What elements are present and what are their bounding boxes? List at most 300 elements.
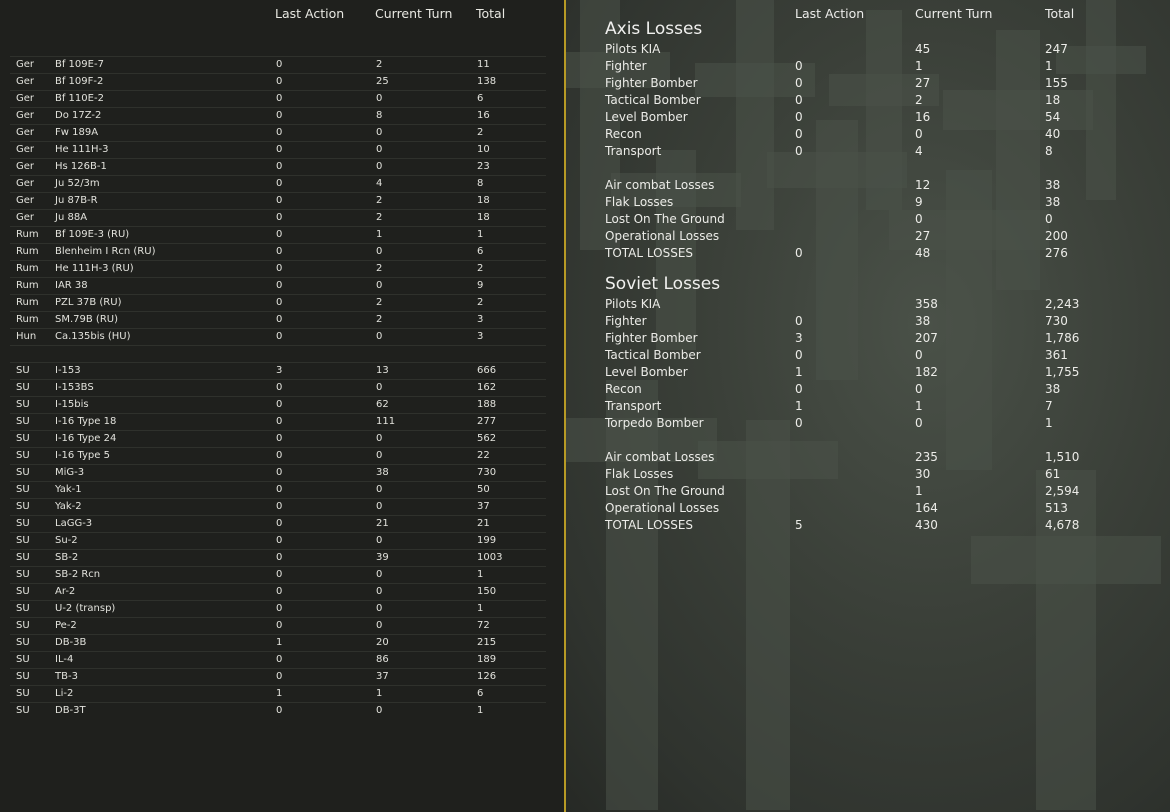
table-row — [10, 90, 546, 108]
cell-total: 277 — [477, 416, 497, 427]
table-row — [10, 430, 546, 448]
cell-aircraft: Fw 189A — [55, 127, 99, 138]
table-row — [10, 328, 546, 346]
cell-aircraft: IAR 38 — [55, 280, 88, 291]
cell-nation: SU — [16, 467, 30, 478]
table-row — [10, 413, 546, 431]
summary-total: 1,786 — [1045, 331, 1080, 345]
table-row — [10, 651, 546, 669]
summary-current-turn: 9 — [915, 195, 923, 209]
summary-row — [605, 143, 1145, 160]
table-row — [10, 668, 546, 686]
cell-total: 1 — [477, 229, 484, 240]
cell-total: 189 — [477, 654, 497, 665]
table-row — [10, 124, 546, 142]
cell-nation: Rum — [16, 297, 39, 308]
cell-total: 72 — [477, 620, 490, 631]
header-current-turn: Current Turn — [375, 6, 453, 21]
summary-last-action: 0 — [795, 127, 803, 141]
summary-total: 18 — [1045, 93, 1061, 107]
losses-summary-panel — [566, 0, 1170, 812]
cell-aircraft: Ca.135bis (HU) — [55, 331, 131, 342]
summary-last-action: 5 — [795, 518, 803, 532]
summary-current-turn: 0 — [915, 212, 923, 226]
cell-aircraft: Ar-2 — [55, 586, 76, 597]
summary-last-action: 0 — [795, 246, 803, 260]
summary-last-action: 0 — [795, 348, 803, 362]
cell-total: 666 — [477, 365, 497, 376]
cell-current-turn: 25 — [376, 76, 389, 87]
cell-current-turn: 1 — [376, 688, 383, 699]
summary-label: Air combat Losses — [605, 178, 715, 192]
summary-label: Fighter — [605, 314, 647, 328]
summary-header-total: Total — [1045, 6, 1075, 21]
table-row — [10, 277, 546, 295]
cell-nation: SU — [16, 365, 30, 376]
summary-last-action: 0 — [795, 314, 803, 328]
cell-aircraft: Do 17Z-2 — [55, 110, 102, 121]
table-row — [10, 158, 546, 176]
cell-total: 562 — [477, 433, 497, 444]
cell-last-action: 0 — [276, 569, 283, 580]
cell-last-action: 0 — [276, 229, 283, 240]
summary-row — [605, 466, 1145, 483]
cell-total: 8 — [477, 178, 484, 189]
summary-total: 2,243 — [1045, 297, 1080, 311]
summary-current-turn: 0 — [915, 416, 923, 430]
cell-aircraft: He 111H-3 (RU) — [55, 263, 134, 274]
summary-header-last-action: Last Action — [795, 6, 865, 21]
table-row — [10, 141, 546, 159]
cell-total: 215 — [477, 637, 497, 648]
cell-last-action: 0 — [276, 195, 283, 206]
table-row — [10, 175, 546, 193]
summary-last-action: 0 — [795, 416, 803, 430]
table-row — [10, 243, 546, 261]
summary-label: TOTAL LOSSES — [605, 518, 694, 532]
summary-last-action: 1 — [795, 365, 803, 379]
cell-nation: Rum — [16, 280, 39, 291]
cell-total: 23 — [477, 161, 490, 172]
cell-nation: Ger — [16, 195, 35, 206]
summary-total: 276 — [1045, 246, 1068, 260]
summary-total: 38 — [1045, 195, 1061, 209]
cell-total: 138 — [477, 76, 497, 87]
cell-last-action: 0 — [276, 705, 283, 716]
cell-last-action: 0 — [276, 263, 283, 274]
summary-row — [605, 364, 1145, 381]
summary-row — [605, 415, 1145, 432]
cell-last-action: 0 — [276, 586, 283, 597]
cell-current-turn: 2 — [376, 314, 383, 325]
summary-current-turn: 12 — [915, 178, 931, 192]
table-row — [10, 311, 546, 329]
cell-last-action: 0 — [276, 59, 283, 70]
summary-label: Pilots KIA — [605, 297, 661, 311]
summary-label: Fighter Bomber — [605, 76, 698, 90]
summary-label: Lost On The Ground — [605, 484, 725, 498]
summary-row — [605, 41, 1145, 58]
summary-last-action: 0 — [795, 110, 803, 124]
cell-current-turn: 0 — [376, 382, 383, 393]
cell-current-turn: 0 — [376, 246, 383, 257]
table-row — [10, 396, 546, 414]
cell-nation: Ger — [16, 212, 35, 223]
cell-nation: Rum — [16, 314, 39, 325]
summary-total: 1 — [1045, 416, 1053, 430]
cell-aircraft: PZL 37B (RU) — [55, 297, 122, 308]
table-row — [10, 379, 546, 397]
summary-label: Level Bomber — [605, 365, 688, 379]
cell-total: 2 — [477, 297, 484, 308]
table-row — [10, 447, 546, 465]
header-total: Total — [476, 6, 506, 21]
table-row — [10, 192, 546, 210]
cell-total: 1 — [477, 569, 484, 580]
table-row — [10, 226, 546, 244]
summary-label: Recon — [605, 382, 642, 396]
summary-row — [605, 194, 1145, 211]
cell-last-action: 0 — [276, 518, 283, 529]
cell-aircraft: LaGG-3 — [55, 518, 93, 529]
cell-current-turn: 2 — [376, 263, 383, 274]
table-row — [10, 56, 546, 74]
cell-total: 126 — [477, 671, 497, 682]
cell-nation: Ger — [16, 178, 35, 189]
cell-total: 6 — [477, 688, 484, 699]
cell-current-turn: 0 — [376, 127, 383, 138]
cell-total: 9 — [477, 280, 484, 291]
summary-total: 0 — [1045, 212, 1053, 226]
summary-row — [605, 398, 1145, 415]
summary-current-turn: 27 — [915, 229, 931, 243]
cell-aircraft: Ju 88A — [55, 212, 88, 223]
cell-nation: SU — [16, 552, 30, 563]
cell-nation: SU — [16, 501, 30, 512]
cell-last-action: 0 — [276, 178, 283, 189]
summary-row — [605, 58, 1145, 75]
cell-current-turn: 4 — [376, 178, 383, 189]
table-row — [10, 617, 546, 635]
cell-aircraft: SB-2 — [55, 552, 79, 563]
cell-nation: SU — [16, 416, 30, 427]
summary-row — [605, 75, 1145, 92]
summary-row — [605, 449, 1145, 466]
summary-label: Fighter — [605, 59, 647, 73]
cell-total: 199 — [477, 535, 497, 546]
summary-label: Operational Losses — [605, 501, 720, 515]
summary-total: 8 — [1045, 144, 1053, 158]
cell-current-turn: 0 — [376, 93, 383, 104]
summary-current-turn: 207 — [915, 331, 938, 345]
cell-nation: SU — [16, 382, 30, 393]
cell-aircraft: TB-3 — [55, 671, 78, 682]
cell-nation: SU — [16, 399, 30, 410]
cell-total: 6 — [477, 93, 484, 104]
summary-current-turn: 430 — [915, 518, 938, 532]
cell-nation: Ger — [16, 76, 35, 87]
cell-total: 22 — [477, 450, 490, 461]
cell-last-action: 0 — [276, 161, 283, 172]
cell-aircraft: Hs 126B-1 — [55, 161, 107, 172]
cell-current-turn: 0 — [376, 603, 383, 614]
cell-nation: SU — [16, 569, 30, 580]
table-row — [10, 634, 546, 652]
table-row — [10, 73, 546, 91]
cell-total: 150 — [477, 586, 497, 597]
cell-nation: SU — [16, 603, 30, 614]
cell-aircraft: I-16 Type 18 — [55, 416, 117, 427]
summary-row — [605, 313, 1145, 330]
summary-row — [605, 211, 1145, 228]
cell-aircraft: DB-3B — [55, 637, 87, 648]
summary-label: Transport — [605, 144, 662, 158]
summary-current-turn: 4 — [915, 144, 923, 158]
table-row — [10, 549, 546, 567]
cell-aircraft: Su-2 — [55, 535, 78, 546]
cell-total: 162 — [477, 382, 497, 393]
cell-aircraft: I-153BS — [55, 382, 94, 393]
summary-header-current-turn: Current Turn — [915, 6, 993, 21]
summary-label: Flak Losses — [605, 195, 674, 209]
summary-current-turn: 358 — [915, 297, 938, 311]
summary-total: 38 — [1045, 178, 1061, 192]
cell-last-action: 0 — [276, 467, 283, 478]
cell-aircraft: I-16 Type 5 — [55, 450, 110, 461]
cell-nation: Ger — [16, 93, 35, 104]
cell-aircraft: Bf 110E-2 — [55, 93, 104, 104]
cell-nation: SU — [16, 450, 30, 461]
cell-aircraft: DB-3T — [55, 705, 86, 716]
table-row — [10, 566, 546, 584]
table-row — [10, 209, 546, 227]
spacer-row — [10, 345, 546, 363]
cell-last-action: 0 — [276, 127, 283, 138]
cell-aircraft: MiG-3 — [55, 467, 85, 478]
cell-total: 10 — [477, 144, 490, 155]
summary-total: 155 — [1045, 76, 1068, 90]
cell-current-turn: 0 — [376, 280, 383, 291]
summary-last-action: 0 — [795, 144, 803, 158]
summary-label: Operational Losses — [605, 229, 720, 243]
summary-total: 40 — [1045, 127, 1061, 141]
cell-aircraft: Blenheim I Rcn (RU) — [55, 246, 156, 257]
cell-aircraft: Li-2 — [55, 688, 74, 699]
summary-total: 247 — [1045, 42, 1068, 56]
cell-nation: SU — [16, 705, 30, 716]
cell-last-action: 0 — [276, 110, 283, 121]
cell-current-turn: 21 — [376, 518, 389, 529]
cell-current-turn: 38 — [376, 467, 389, 478]
cell-last-action: 0 — [276, 93, 283, 104]
cell-last-action: 0 — [276, 399, 283, 410]
cell-total: 730 — [477, 467, 497, 478]
cell-aircraft: I-15bis — [55, 399, 89, 410]
cell-total: 1003 — [477, 552, 503, 563]
cell-current-turn: 0 — [376, 569, 383, 580]
cell-aircraft: Yak-1 — [55, 484, 82, 495]
cell-aircraft: SM.79B (RU) — [55, 314, 118, 325]
table-row — [10, 515, 546, 533]
summary-last-action: 3 — [795, 331, 803, 345]
summary-row — [605, 92, 1145, 109]
cell-last-action: 0 — [276, 484, 283, 495]
cell-aircraft: Yak-2 — [55, 501, 82, 512]
summary-row — [605, 109, 1145, 126]
summary-total: 4,678 — [1045, 518, 1080, 532]
summary-label: Level Bomber — [605, 110, 688, 124]
cell-last-action: 0 — [276, 603, 283, 614]
cell-last-action: 0 — [276, 280, 283, 291]
summary-total: 1,755 — [1045, 365, 1080, 379]
soviet-losses-title: Soviet Losses — [605, 274, 721, 294]
cell-last-action: 0 — [276, 331, 283, 342]
cell-last-action: 0 — [276, 382, 283, 393]
summary-total: 2,594 — [1045, 484, 1080, 498]
summary-label: Tactical Bomber — [605, 348, 701, 362]
cell-aircraft: SB-2 Rcn — [55, 569, 101, 580]
cell-nation: SU — [16, 535, 30, 546]
cell-current-turn: 37 — [376, 671, 389, 682]
cell-nation: Rum — [16, 229, 39, 240]
cell-current-turn: 0 — [376, 450, 383, 461]
table-row — [10, 702, 546, 720]
cell-nation: SU — [16, 586, 30, 597]
table-row — [10, 498, 546, 516]
cell-total: 2 — [477, 263, 484, 274]
summary-current-turn: 2 — [915, 93, 923, 107]
cell-total: 3 — [477, 331, 484, 342]
summary-current-turn: 1 — [915, 484, 923, 498]
cell-total: 11 — [477, 59, 490, 70]
table-row — [10, 583, 546, 601]
summary-last-action: 0 — [795, 76, 803, 90]
cell-aircraft: Bf 109F-2 — [55, 76, 104, 87]
table-row — [10, 260, 546, 278]
summary-row — [605, 381, 1145, 398]
summary-label: Flak Losses — [605, 467, 674, 481]
cell-aircraft: I-153 — [55, 365, 81, 376]
cell-nation: Ger — [16, 59, 35, 70]
cell-current-turn: 111 — [376, 416, 396, 427]
summary-current-turn: 27 — [915, 76, 931, 90]
summary-current-turn: 182 — [915, 365, 938, 379]
cell-nation: SU — [16, 654, 30, 665]
cell-current-turn: 0 — [376, 501, 383, 512]
cell-aircraft: He 111H-3 — [55, 144, 109, 155]
cell-current-turn: 0 — [376, 705, 383, 716]
summary-row — [605, 228, 1145, 245]
aircraft-losses-table — [0, 0, 564, 812]
summary-total: 361 — [1045, 348, 1068, 362]
table-row — [10, 107, 546, 125]
cell-current-turn: 0 — [376, 586, 383, 597]
cell-current-turn: 2 — [376, 212, 383, 223]
cell-nation: SU — [16, 518, 30, 529]
summary-row — [605, 500, 1145, 517]
cell-nation: SU — [16, 637, 30, 648]
summary-row — [605, 296, 1145, 313]
cell-current-turn: 13 — [376, 365, 389, 376]
cell-total: 1 — [477, 705, 484, 716]
summary-last-action: 0 — [795, 59, 803, 73]
cell-current-turn: 20 — [376, 637, 389, 648]
summary-label: Recon — [605, 127, 642, 141]
summary-total: 38 — [1045, 382, 1061, 396]
cell-last-action: 0 — [276, 654, 283, 665]
table-row — [10, 294, 546, 312]
cell-total: 18 — [477, 212, 490, 223]
cell-aircraft: I-16 Type 24 — [55, 433, 117, 444]
spacer-row — [605, 432, 1145, 449]
summary-current-turn: 0 — [915, 348, 923, 362]
cell-total: 21 — [477, 518, 490, 529]
cell-last-action: 0 — [276, 501, 283, 512]
summary-label: Transport — [605, 399, 662, 413]
summary-current-turn: 16 — [915, 110, 931, 124]
summary-total: 61 — [1045, 467, 1061, 481]
cell-aircraft: IL-4 — [55, 654, 74, 665]
cell-current-turn: 2 — [376, 195, 383, 206]
cell-total: 6 — [477, 246, 484, 257]
cell-current-turn: 0 — [376, 484, 383, 495]
summary-label: Lost On The Ground — [605, 212, 725, 226]
cell-current-turn: 2 — [376, 297, 383, 308]
summary-row — [605, 347, 1145, 364]
cell-nation: SU — [16, 620, 30, 631]
cell-current-turn: 62 — [376, 399, 389, 410]
summary-current-turn: 164 — [915, 501, 938, 515]
summary-current-turn: 30 — [915, 467, 931, 481]
cell-aircraft: U-2 (transp) — [55, 603, 116, 614]
cell-nation: Ger — [16, 110, 35, 121]
summary-label: TOTAL LOSSES — [605, 246, 694, 260]
summary-total: 54 — [1045, 110, 1061, 124]
summary-current-turn: 1 — [915, 59, 923, 73]
summary-total: 7 — [1045, 399, 1053, 413]
cell-last-action: 0 — [276, 552, 283, 563]
summary-row — [605, 330, 1145, 347]
cell-current-turn: 0 — [376, 620, 383, 631]
table-row — [10, 481, 546, 499]
summary-label: Fighter Bomber — [605, 331, 698, 345]
cell-nation: SU — [16, 484, 30, 495]
cell-current-turn: 0 — [376, 433, 383, 444]
summary-current-turn: 48 — [915, 246, 931, 260]
cell-current-turn: 2 — [376, 59, 383, 70]
summary-row — [605, 245, 1145, 262]
cell-current-turn: 39 — [376, 552, 389, 563]
table-row — [10, 532, 546, 550]
summary-row — [605, 126, 1145, 143]
cell-nation: SU — [16, 433, 30, 444]
cell-last-action: 0 — [276, 535, 283, 546]
cell-last-action: 0 — [276, 212, 283, 223]
cell-total: 16 — [477, 110, 490, 121]
cell-current-turn: 0 — [376, 331, 383, 342]
cell-nation: Ger — [16, 144, 35, 155]
summary-current-turn: 45 — [915, 42, 931, 56]
cell-nation: Rum — [16, 246, 39, 257]
summary-last-action: 1 — [795, 399, 803, 413]
header-last-action: Last Action — [275, 6, 345, 21]
summary-current-turn: 38 — [915, 314, 931, 328]
cell-last-action: 0 — [276, 76, 283, 87]
cell-last-action: 0 — [276, 433, 283, 444]
cell-nation: SU — [16, 671, 30, 682]
cell-nation: Hun — [16, 331, 37, 342]
cell-last-action: 3 — [276, 365, 283, 376]
